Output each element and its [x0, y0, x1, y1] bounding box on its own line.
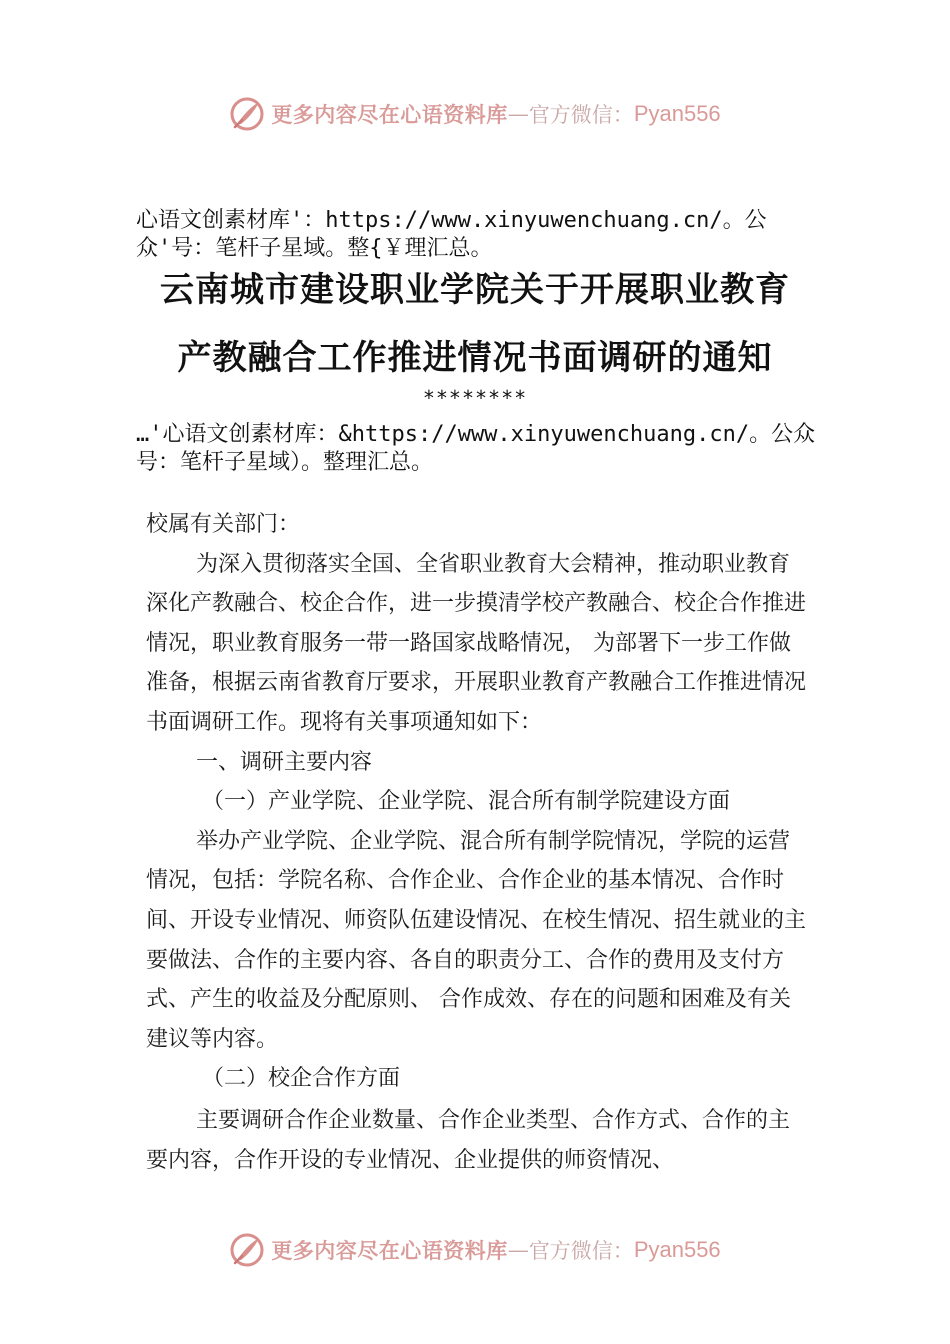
subsection-1-heading: （一）产业学院、企业学院、混合所有制学院建设方面: [202, 789, 731, 815]
subsection-2-heading: （二）校企合作方面: [202, 1066, 401, 1092]
quill-pen-logo-icon: [229, 96, 265, 132]
source-note-top: 心语文创素材库'：https://www.xinyuwenchuang.cn/。公众'号：笔杆子星域。整{￥理汇总。: [136, 208, 767, 261]
separator-stars: ********: [422, 386, 528, 410]
subsection-1-paragraph: 举办产业学院、企业学院、混合所有制学院情况，学院的运营情况，包括：学院名称、合作企业、合作企业的基本情况、合作时间、开设专业情况、师资队伍建设情况、在校生情况、招生就业的主要做法、合作的主要内容、各自的职责分工、合作的费用及支付方式、产生的收益及分配原则、 合作成效、存在的问题和困难及有关建议等内容。: [146, 828, 807, 1052]
subsection-2-paragraph: 主要调研合作企业数量、合作企业类型、合作方式、合作的主要内容，合作开设的专业情况、企业提供的师资情况、: [146, 1107, 791, 1173]
document-title-line-1: 云南城市建设职业学院关于开展职业教育: [160, 270, 790, 310]
banner-wechat-id: Pyan556: [633, 1237, 721, 1262]
salutation: 校属有关部门：: [146, 512, 301, 537]
banner-wechat-label: 官方微信：: [528, 1239, 634, 1263]
footer-banner: [0, 1228, 950, 1272]
banner-separator: —: [507, 102, 529, 126]
banner-text: 更多内容尽在心语资料库: [271, 1238, 508, 1263]
document-title-line-2: 产教融合工作推进情况书面调研的通知: [177, 338, 773, 378]
section-1-heading: 一、调研主要内容: [196, 749, 373, 775]
banner-separator: —: [507, 1238, 529, 1262]
source-note-middle: …'心语文创素材库：&https://www.xinyuwenchuang.cn/。公众号：笔杆子星域）。整理汇总。: [136, 422, 816, 475]
banner-wechat-id: Pyan556: [633, 101, 721, 126]
banner-wechat-label: 官方微信：: [528, 103, 634, 127]
document-body: [146, 505, 811, 1180]
header-banner: [0, 92, 950, 136]
quill-pen-logo-icon: [229, 1232, 265, 1268]
intro-paragraph: 为深入贯彻落实全国、全省职业教育大会精神，推动职业教育深化产教融合、校企合作，进一步摸清学校产教融合、校企合作推进情况，职业教育服务一带一路国家战略情况， 为部署下一步工作做准备，根据云南省教育厅要求，开展职业教育产教融合工作推进情况书面调研工作。现将有关事项通知如下：: [146, 551, 807, 735]
banner-text: 更多内容尽在心语资料库: [271, 102, 508, 127]
